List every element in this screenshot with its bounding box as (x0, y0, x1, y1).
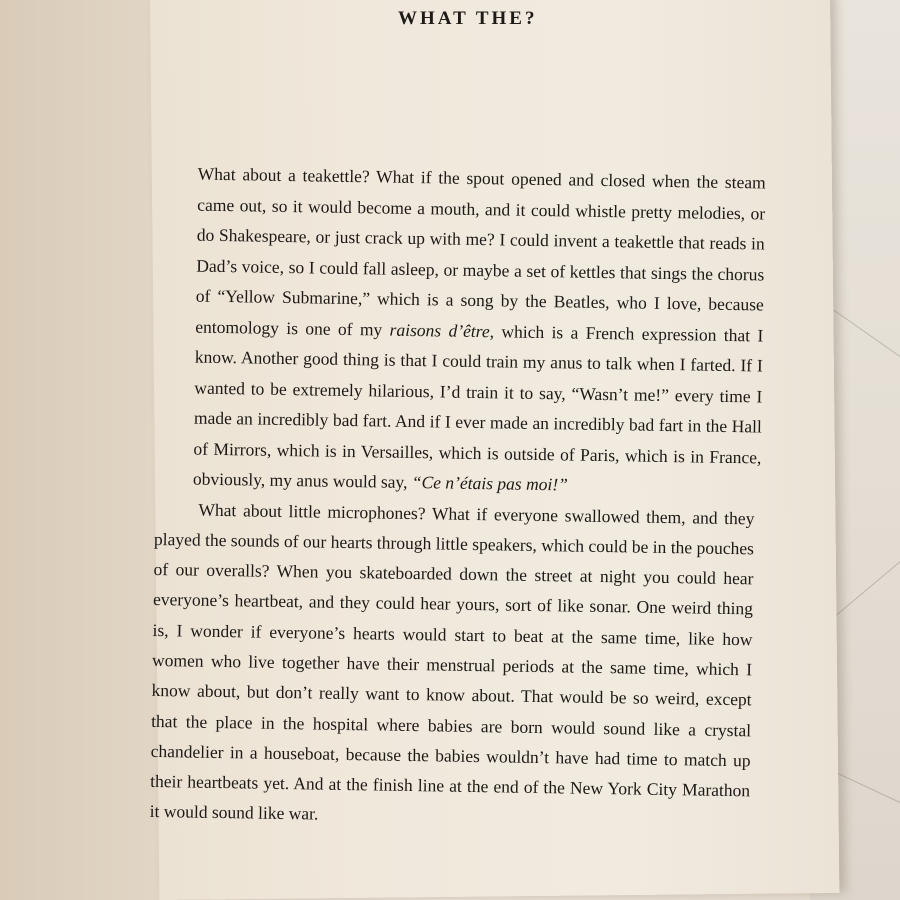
body-text (149, 158, 771, 836)
paragraph-1-segment-1: What about a teakettle? What if the spout opened and closed when the steam came out, so it would become a mouth, and it could whistle pretty melodies, or do Shakespeare, or just crack up with me? I could invent a teakettle that reads in Dad’s voice, so I could fall asleep, or maybe a set of kettles that sings the chorus of “Yellow Submarine,” which is a song by the Beatles, who I love, because entomology is one of my (195, 163, 766, 340)
paragraph-1 (155, 158, 772, 503)
paragraph-1-italic-raisons: raisons d’être (389, 319, 490, 341)
paragraph-2: What about little microphones? What if everyone swallowed them, and they played the sounds of our hearts through little speakers, which could be in the pouches of our overalls? When you skateboarded down the street at night you could hear everyone’s heartbeat, and they could hear yours, sort of like sonar. One weird thing is, I wonder if everyone’s hearts would start to beat at the same time, like how women who live together have their menstrual periods at the same time, which I know about, but don’t really want to know about. That would be so weird, except that the place in the hospital where babies are born would sound like a crystal chandelier in a houseboat, because the babies wouldn’t have had time to match up their heartbeats yet. And at the finish line at the end of the New York City Marathon it would sound like war. (149, 499, 755, 825)
paragraph-1-segment-3: , which is a French expression that I know. Another good thing is that I could train my anus to talk when I farted. If I wanted to be extremely hilarious, I’d train it to say, “Wasn’t me!” every time I made an incredibly bad fart. And if I ever made an incredibly bad fart in the Hall of Mirrors, which is in Versailles, which is outside of Paris, which is in France, obviously, my anus would say, (192, 320, 764, 492)
running-head: WHAT THE? (398, 8, 538, 29)
table-vein (830, 556, 900, 621)
paragraph-1-italic-french-quote: “Ce n’étais pas moi!” (411, 471, 569, 495)
